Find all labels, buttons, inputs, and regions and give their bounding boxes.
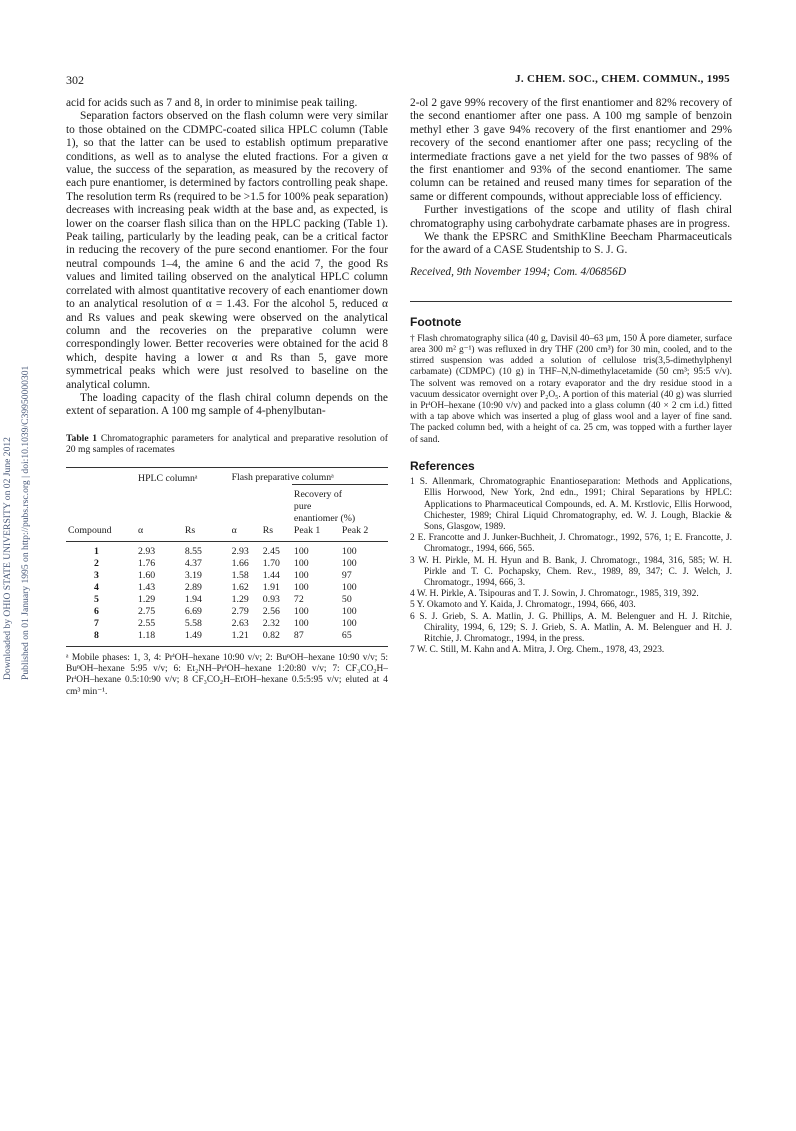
table-row: [66, 594, 388, 606]
table-cell: 100: [341, 617, 357, 629]
table-cell: 72: [293, 593, 304, 605]
table-cell: 8.55: [184, 545, 202, 557]
table-cell: 2: [94, 557, 99, 569]
header-peak-1: Peak 1: [293, 524, 321, 536]
table-cell: 87: [293, 629, 304, 641]
table-cell: 1.62: [231, 581, 249, 593]
table-group-row: [66, 468, 388, 485]
table-row: [66, 618, 388, 630]
header-alpha-flash: α: [231, 524, 237, 536]
table-cell: 100: [293, 569, 309, 581]
results-table: [66, 467, 388, 647]
doi-notice: Published on 01 January 1995 on http://pubs.rsc.org | doi:10.1039/C39950000301: [20, 365, 31, 680]
table-cell: 1.60: [138, 569, 156, 581]
table-cell: 100: [341, 581, 357, 593]
table-label: Table 1: [66, 432, 98, 444]
table-cell: 1.66: [231, 557, 249, 569]
header-rs-flash: Rs: [262, 524, 274, 536]
table-cell: 1.43: [138, 581, 156, 593]
table-cell: 1: [94, 545, 99, 557]
table-body: [66, 541, 388, 646]
table-cell: 100: [341, 605, 357, 617]
table-cell: 1.29: [231, 593, 249, 605]
table-cell: 1.76: [138, 557, 156, 569]
table-row: [66, 630, 388, 647]
table-cell: 2.63: [231, 617, 249, 629]
page-number: 302: [66, 73, 84, 87]
table-cell: 5.58: [184, 617, 202, 629]
table-cell: 7: [94, 617, 99, 629]
table-cell: 3: [94, 569, 99, 581]
table-cell: 1.70: [262, 557, 280, 569]
table-cell: 2.45: [262, 545, 280, 557]
table-cell: 0.82: [262, 629, 280, 641]
table-row: [66, 558, 388, 570]
table-row: [66, 570, 388, 582]
recovery-header-2: pure: [293, 500, 312, 512]
table-caption-text: Chromatographic parameters for analytical and preparative resolution of 20 mg samples of racemates: [66, 432, 388, 455]
reference-item: 4 W. H. Pirkle, A. Tsipouras and T. J. Sowin, J. Chromatogr., 1985, 319, 392.: [410, 589, 699, 600]
table-cell: 100: [293, 545, 309, 557]
footnote-text: † Flash chromatography silica (40 g, Davisil 40–63 μm, 150 Å pore diameter, surface area 300 m² g⁻¹) was refluxed in dry THF (200 cm³) for 30 min, cooled, and to the stirred suspension was added a solution of cellulose tris(3,5-dimethylphenyl carbamate) (CDMPC) (10 g) in THF–N,N-dimethylacetamide (50 cm³; 95:5 v/v). The solvent was removed on a rotary evaporator and the dry residue stood in a vacuum dessicator overnight over P₂O₅. A portion of this material (40 g) was slurried in PrⁱOH–hexane (10:90 v/v) and packed into a glass column (40 × 2 cm i.d.) fitted with a tap above which was inserted a plug of glass wool and a layer of fine sand. The packed column bed, with a height of ca. 25 cm, was topped with a further layer of sand.: [410, 333, 732, 445]
section-divider: [410, 301, 732, 302]
right-paragraph-3: We thank the EPSRC and SmithKline Beecham Pharmaceuticals for the award of a CASE Studentship to S. J. G.: [410, 231, 732, 257]
table-cell: 1.29: [138, 593, 156, 605]
table-cell: 1.18: [138, 629, 156, 641]
table-row: [66, 606, 388, 618]
table-cell: 6: [94, 605, 99, 617]
table-cell: 2.75: [138, 605, 156, 617]
table-cell: 1.91: [262, 581, 280, 593]
header-rs-hplc: Rs: [184, 524, 196, 536]
reference-item: 1 S. Allenmark, Chromatographic Enantioseparation: Methods and Applications, Ellis Horwood, New York, 2nd edn., 1991; Chiral Separations by HPLC: Applications to Pharmaceutical Compounds, ed. A. M. Krstlovic, Ellis Horwood, Chichester, 1989; Chiral Liquid Chromatography, ed. W. J. Lough, Blackie & Sons, Glasgow, 1989.: [410, 477, 732, 532]
table-footnote: ᵃ Mobile phases: 1, 3, 4: PrⁱOH–hexane 10:90 v/v; 2: BuⁿOH–hexane 10:90 v/v; 5: BuⁿOH–hexane 5:95 v/v; 6: Et₂NH–PrⁱOH–hexane 1:20:80 v/v; 7: CF₃CO₂H–PrⁱOH–hexane 0.5:10:90 v/v; 8 CF₃CO₂H–EtOH–hexane 0.5:5:95 v/v; eluted at 4 cm³ min⁻¹.: [66, 652, 388, 697]
table-cell: 1.44: [262, 569, 280, 581]
footnote-heading: Footnote: [410, 315, 462, 330]
right-paragraph-1: 2-ol 2 gave 99% recovery of the first enantiomer and 82% recovery of the second enantiomer after one pass. A 100 mg sample of benzoin methyl ether 3 gave 94% recovery of the first enantiomer and 29% recovery of the second enantiomer after one pass; recycling of the intermediate fractions gave a net yield for the two passes of 98% of the first enantiomer and 93% of the second enantiomer. The same column can be retained and reused many times for separation of the same or different compounds, without appreciable loss of efficiency.: [410, 97, 732, 203]
table-cell: 6.69: [184, 605, 202, 617]
table-cell: 100: [293, 581, 309, 593]
hplc-group-header: HPLC columnᵃ: [138, 472, 198, 484]
table-cell: 5: [94, 593, 99, 605]
table-cell: 97: [341, 569, 352, 581]
table-cell: 2.89: [184, 581, 202, 593]
table-row: [66, 582, 388, 594]
header-compound: Compound: [68, 524, 112, 536]
table-cell: 2.79: [231, 605, 249, 617]
table-cell: 50: [341, 593, 352, 605]
table-cell: 2.55: [138, 617, 156, 629]
right-column: [410, 97, 732, 656]
table-cell: 65: [341, 629, 352, 641]
table-cell: 2.93: [138, 545, 156, 557]
table-cell: 100: [293, 617, 309, 629]
table-cell: 1.21: [231, 629, 249, 641]
table-cell: 2.32: [262, 617, 280, 629]
reference-item: 5 Y. Okamoto and Y. Kaida, J. Chromatogr., 1994, 666, 403.: [410, 600, 636, 611]
header-peak-2: Peak 2: [341, 524, 369, 536]
flash-group-header: Flash preparative columnᵃ: [231, 472, 334, 484]
table-row: [66, 541, 388, 558]
table-cell: 100: [293, 605, 309, 617]
left-paragraph-1: acid for acids such as 7 and 8, in order to minimise peak tailing.: [66, 97, 358, 109]
table-cell: 1.58: [231, 569, 249, 581]
table-cell: 3.19: [184, 569, 202, 581]
table-cell: 100: [341, 557, 357, 569]
journal-title: J. CHEM. SOC., CHEM. COMMUN., 1995: [515, 73, 730, 85]
left-column: [66, 97, 388, 698]
reference-item: 6 S. J. Grieb, S. A. Matlin, J. G. Phillips, A. M. Belenguer and H. J. Ritchie, Chirality, 1994, 6, 129; S. J. Grieb, S. A. Matlin, A. M. Belenguer and H. J. Ritchie, J. Chromatogr., 1994, in the press.: [410, 611, 732, 644]
reference-item: 3 W. H. Pirkle, M. H. Hyun and B. Bank, J. Chromatogr., 1984, 316, 585; W. H. Pirkle and T. C. Pochapsky, Chem. Rev., 1989, 89, 347; C. J. Welch, J. Chromatogr., 1994, 666, 3.: [410, 555, 732, 588]
table-cell: 8: [94, 629, 99, 641]
reference-list: [410, 477, 732, 656]
recovery-header-1: Recovery of: [293, 488, 343, 500]
table-cell: 100: [341, 545, 357, 557]
recovery-header-3: enantiomer (%): [293, 512, 356, 524]
table-cell: 1.49: [184, 629, 202, 641]
table-cell: 2.56: [262, 605, 280, 617]
table-cell: 4.37: [184, 557, 202, 569]
table-cell: 2.93: [231, 545, 249, 557]
header-alpha-hplc: α: [138, 524, 144, 536]
download-notice: Downloaded by OHIO STATE UNIVERSITY on 02 June 2012: [2, 437, 13, 680]
left-paragraph-3: The loading capacity of the flash chiral column depends on the extent of separation. A 100 mg sample of 4-phenylbutan-: [66, 391, 388, 418]
reference-item: 2 E. Francotte and J. Junker-Buchheit, J. Chromatogr., 1992, 576, 1; E. Francotte, J. Chromatogr., 1994, 666, 565.: [410, 533, 732, 555]
table-cell: 0.93: [262, 593, 280, 605]
download-watermark: [2, 260, 38, 680]
table-caption: [66, 433, 388, 455]
left-paragraph-2: Separation factors observed on the flash column were very similar to those obtained on the CDMPC-coated silica HPLC column (Table 1), so that the latter can be used to establish optimum preparative conditions, as well as to analyse the eluted fractions. For a given α value, the success of the separation, as measured by the recovery of each pure enantiomer, is determined by factors controlling peak shape. The resolution term Rs (required to be >1.5 for 100% peak separation) decreases with increasing peak width at the base and, as expected, is lower on the coarser flash silica than on the HPLC packing (Table 1). Peak tailing, particularly by the leading peak, can be a critical factor in reducing the recovery of the pure second enantiomer. For the four neutral compounds 1–4, the amine 6 and the acid 7, the good Rs values and limited tailing observed on the analytical HPLC column correlated with almost quantitative recovery of each enantiomer down to an analytical resolution of α = 1.43. For the alcohol 5, reduced α and Rs values and peak skewing were observed on the analytical column and the recoveries on the preparative column were correspondingly lower. Better recoveries were obtained for the acid 8 which, despite having a lower α and Rs than 5, gave more symmetrical peaks which were just resolved to baseline on the analytical column.: [66, 110, 388, 391]
table-cell: 100: [293, 557, 309, 569]
table-cell: 1.94: [184, 593, 202, 605]
table-header-row: [66, 525, 388, 542]
references-heading: References: [410, 458, 475, 473]
received-line: Received, 9th November 1994; Com. 4/06856D: [410, 265, 627, 278]
table-cell: 4: [94, 581, 99, 593]
reference-item: 7 W. C. Still, M. Kahn and A. Mitra, J. Org. Chem., 1978, 43, 2923.: [410, 645, 665, 656]
right-paragraph-2: Further investigations of the scope and utility of flash chiral chromatography using carbohydrate carbamate phases are in progress.: [410, 204, 732, 230]
